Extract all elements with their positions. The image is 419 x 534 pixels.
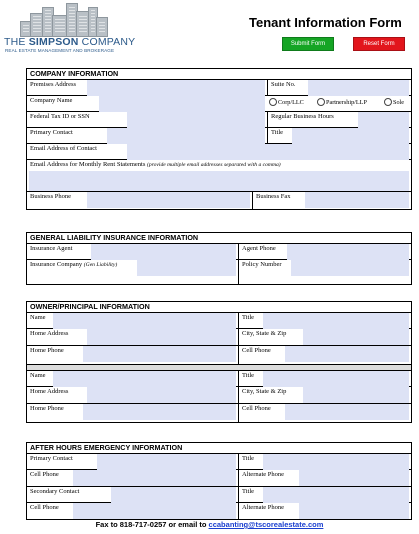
owner1-home-phone-label: Home Phone: [30, 347, 64, 354]
emergency-primary-contact-label: Primary Contact: [30, 455, 73, 462]
emergency-section: [26, 442, 412, 520]
owner2-title-label: Title: [242, 372, 255, 379]
primary-contact-label: Primary Contact: [30, 129, 73, 136]
emergency-primary-title-field[interactable]: [263, 454, 409, 470]
policy-number-field[interactable]: [291, 260, 409, 276]
owner2-title-field[interactable]: [263, 371, 409, 387]
sole-radio[interactable]: [384, 98, 392, 106]
company-information-section: [26, 68, 412, 210]
emergency-primary-title-label: Title: [242, 455, 255, 462]
emergency-secondary-alt-phone-label: Alternate Phone: [242, 504, 285, 511]
premises-address-field[interactable]: [87, 80, 265, 96]
emergency-secondary-cell-label: Cell Phone: [30, 504, 59, 511]
owner2-name-field[interactable]: [53, 371, 236, 387]
owner2-home-address-label: Home Address: [30, 388, 69, 395]
emergency-secondary-alt-phone-field[interactable]: [299, 503, 409, 519]
tax-id-field[interactable]: [127, 112, 265, 128]
insurance-section: [26, 232, 412, 285]
emergency-secondary-title-field[interactable]: [263, 487, 409, 503]
emergency-secondary-contact-field[interactable]: [111, 487, 236, 503]
primary-contact-field[interactable]: [107, 128, 265, 144]
owner1-home-address-field[interactable]: [87, 329, 236, 345]
business-phone-field[interactable]: [87, 192, 250, 208]
owner-principal-section: [26, 301, 412, 423]
business-hours-field[interactable]: [358, 112, 409, 128]
corp-llc-radio[interactable]: [269, 98, 277, 106]
section-title: COMPANY INFORMATION: [27, 69, 411, 80]
footer-email-link[interactable]: ccabanting@tscorealestate.com: [208, 520, 324, 529]
email-monthly-label: Email Address for Monthly Rent Statements (provide multiple email addresses separated with a comma): [30, 161, 281, 168]
company-name-label: Company Name: [30, 97, 73, 104]
logo-tagline: REAL ESTATE MANAGEMENT AND BROKERAGE: [5, 48, 115, 53]
owner2-city-state-zip-label: City, State & Zip: [242, 388, 287, 395]
option-corp-llc[interactable]: Corp/LLC: [269, 98, 304, 106]
insurance-company-label: Insurance Company (Gen Liability): [30, 261, 118, 268]
company-name-field[interactable]: [99, 96, 265, 112]
emergency-primary-cell-field[interactable]: [73, 470, 236, 486]
form-title: Tenant Information Form: [249, 15, 402, 30]
emergency-secondary-cell-field[interactable]: [73, 503, 236, 519]
owner1-name-field[interactable]: [53, 313, 236, 329]
emergency-primary-alt-phone-label: Alternate Phone: [242, 471, 285, 478]
owner1-city-state-zip-label: City, State & Zip: [242, 330, 287, 337]
insurance-company-field[interactable]: [137, 260, 236, 276]
title-field[interactable]: [292, 128, 409, 144]
owner1-cell-phone-label: Cell Phone: [242, 347, 271, 354]
logo-company-name: THE SIMPSON COMPANY: [4, 36, 136, 48]
owner2-name-label: Name: [30, 372, 46, 379]
business-hours-label: Regular Business Hours: [271, 113, 334, 120]
business-phone-label: Business Phone: [30, 193, 71, 200]
section-title: OWNER/PRINCIPAL INFORMATION: [27, 302, 411, 313]
owner2-cell-phone-field[interactable]: [285, 404, 409, 420]
emergency-secondary-contact-label: Secondary Contact: [30, 488, 80, 495]
buildings-logo-graphic: [20, 3, 108, 37]
owner2-city-state-zip-field[interactable]: [303, 387, 409, 403]
business-fax-field[interactable]: [305, 192, 409, 208]
emergency-primary-alt-phone-field[interactable]: [299, 470, 409, 486]
suite-no-field[interactable]: [308, 80, 409, 96]
email-contact-field[interactable]: [127, 144, 409, 160]
suite-no-label: Suite No.: [271, 81, 296, 88]
email-contact-label: Email Address of Contact: [30, 145, 97, 152]
owner2-home-phone-field[interactable]: [83, 404, 236, 420]
business-fax-label: Business Fax: [256, 193, 291, 200]
premises-address-label: Premises Address: [30, 81, 77, 88]
emergency-primary-cell-label: Cell Phone: [30, 471, 59, 478]
email-monthly-field[interactable]: [29, 171, 409, 191]
owner1-city-state-zip-field[interactable]: [303, 329, 409, 345]
section-title: GENERAL LIABILITY INSURANCE INFORMATION: [27, 233, 411, 244]
submit-form-button[interactable]: Submit Form: [282, 37, 334, 51]
title-label: Title: [271, 129, 284, 136]
partnership-llp-radio[interactable]: [317, 98, 325, 106]
insurance-agent-field[interactable]: [91, 244, 236, 260]
owner1-title-field[interactable]: [263, 313, 409, 329]
company-logo: [4, 3, 136, 53]
option-partnership-llp[interactable]: Partnership/LLP: [317, 98, 367, 106]
owner1-title-label: Title: [242, 314, 255, 321]
owner1-home-address-label: Home Address: [30, 330, 69, 337]
agent-phone-label: Agent Phone: [242, 245, 276, 252]
section-title: AFTER HOURS EMERGENCY INFORMATION: [27, 443, 411, 454]
option-sole[interactable]: Sole: [384, 98, 404, 106]
tax-id-label: Federal Tax ID or SSN: [30, 113, 90, 120]
owner1-cell-phone-field[interactable]: [285, 346, 409, 362]
owner2-cell-phone-label: Cell Phone: [242, 405, 271, 412]
emergency-primary-contact-field[interactable]: [97, 454, 236, 470]
insurance-agent-label: Insurance Agent: [30, 245, 73, 252]
emergency-secondary-title-label: Title: [242, 488, 255, 495]
owner1-name-label: Name: [30, 314, 46, 321]
policy-number-label: Policy Number: [242, 261, 282, 268]
footer-instructions: Fax to 818-717-0257 or email to ccabanting@tscorealestate.com: [95, 520, 324, 529]
reset-form-button[interactable]: Reset Form: [353, 37, 405, 51]
owner2-home-address-field[interactable]: [87, 387, 236, 403]
owner1-home-phone-field[interactable]: [83, 346, 236, 362]
agent-phone-field[interactable]: [287, 244, 409, 260]
owner2-home-phone-label: Home Phone: [30, 405, 64, 412]
